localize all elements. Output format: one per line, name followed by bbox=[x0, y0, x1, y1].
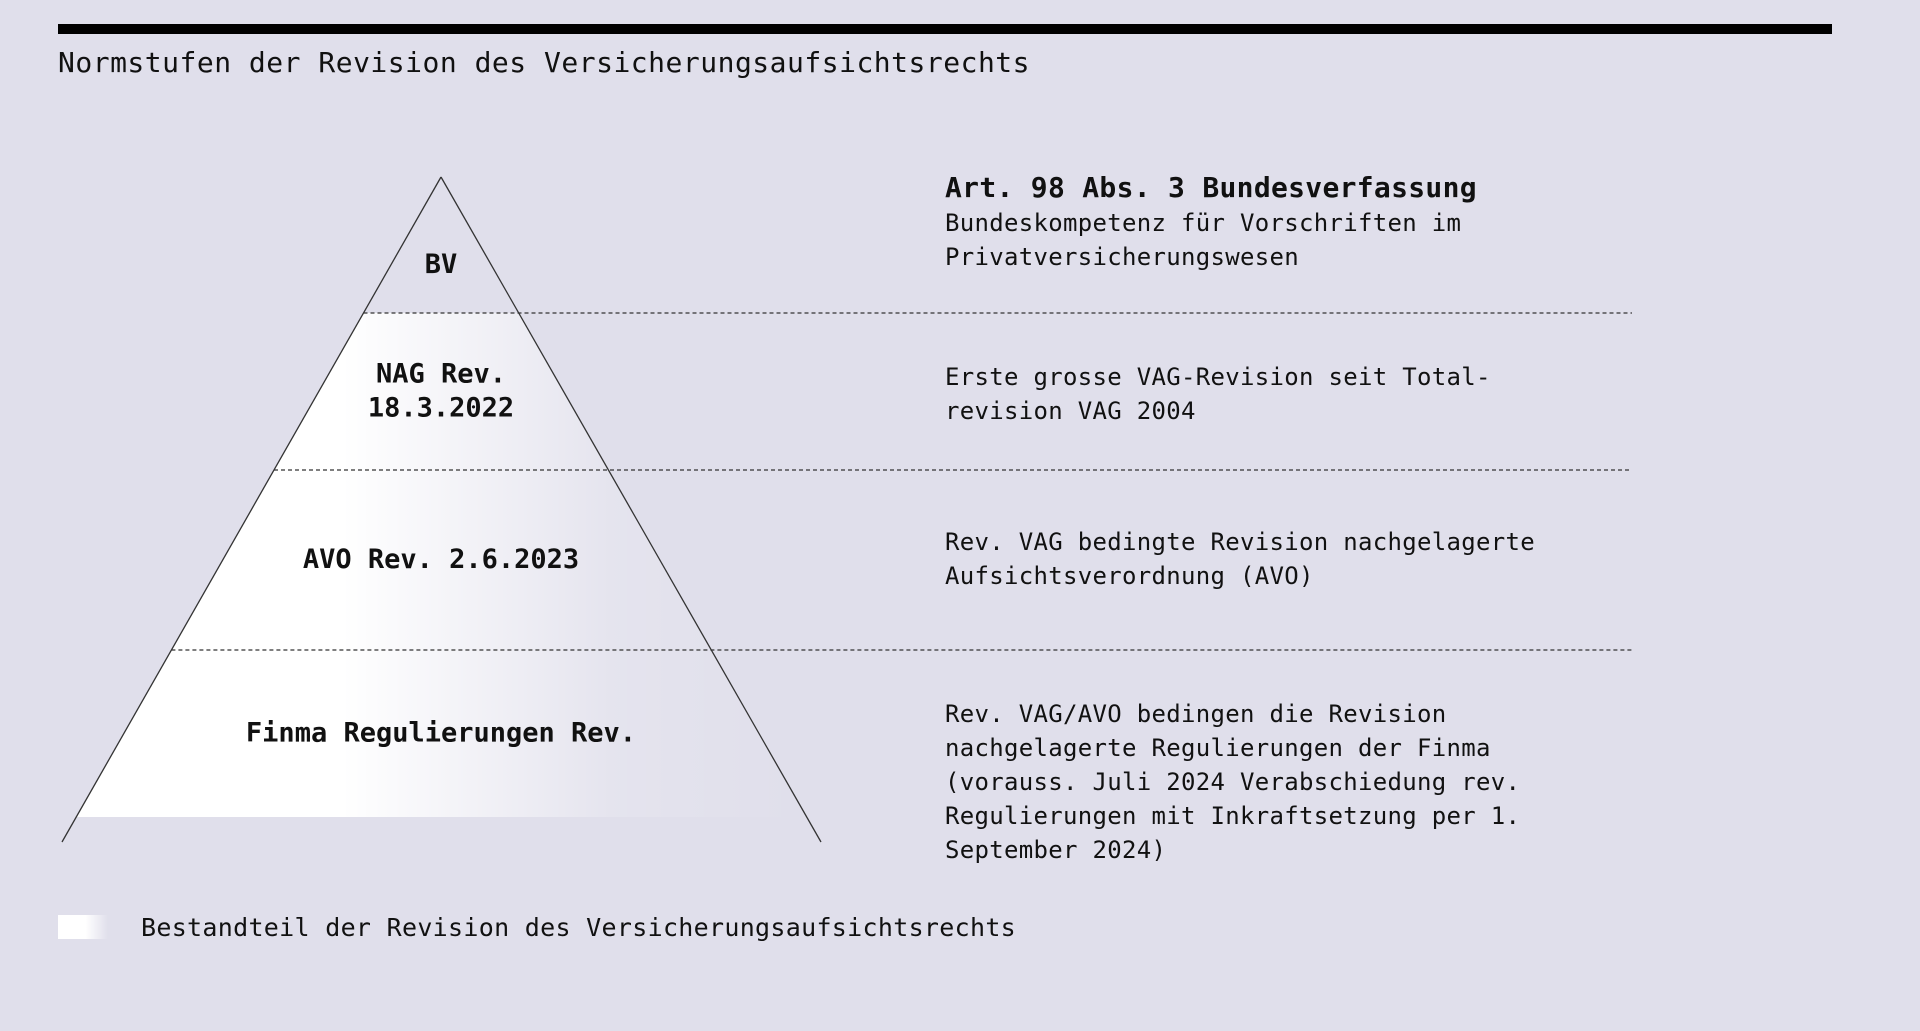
level-description-line: Rev. VAG/AVO bedingen die Revision bbox=[945, 700, 1447, 728]
level-description-line: Erste grosse VAG-Revision seit Total- bbox=[945, 363, 1491, 391]
pyramid-level-label-2: NAG Rev. 18.3.2022 bbox=[367, 358, 515, 424]
level-description-2 bbox=[945, 360, 1645, 428]
level-description-line: Bundeskompetenz für Vorschriften im bbox=[945, 209, 1462, 237]
legend-swatch bbox=[58, 915, 108, 939]
level-description-line: Regulierungen mit Inkraftsetzung per 1. bbox=[945, 802, 1521, 830]
level-description-line: nachgelagerte Regulierungen der Finma bbox=[945, 734, 1491, 762]
level-description-line: revision VAG 2004 bbox=[945, 397, 1196, 425]
pyramid-level-label-4: Finma Regulierungen Rev. bbox=[245, 717, 637, 749]
legend-label: Bestandteil der Revision des Versicherungsaufsichtsrechts bbox=[141, 913, 1017, 942]
level-description-3 bbox=[945, 525, 1645, 593]
level-description-line: September 2024) bbox=[945, 836, 1167, 864]
level-description-1 bbox=[945, 170, 1645, 274]
level-description-4 bbox=[945, 697, 1645, 867]
page-title: Normstufen der Revision des Versicherungsaufsichtsrechts bbox=[58, 46, 1031, 79]
pyramid-level-label-1: BV bbox=[424, 249, 458, 280]
level-description-line: Privatversicherungswesen bbox=[945, 243, 1299, 271]
level-description-title: Art. 98 Abs. 3 Bundesverfassung bbox=[945, 171, 1477, 204]
level-description-line: Rev. VAG bedingte Revision nachgelagerte bbox=[945, 528, 1535, 556]
level-description-line: Aufsichtsverordnung (AVO) bbox=[945, 562, 1314, 590]
pyramid-level-label-3: AVO Rev. 2.6.2023 bbox=[302, 544, 580, 575]
pyramid-level-fill-2 bbox=[274, 313, 608, 470]
level-description-line: (vorauss. Juli 2024 Verabschiedung rev. bbox=[945, 768, 1521, 796]
